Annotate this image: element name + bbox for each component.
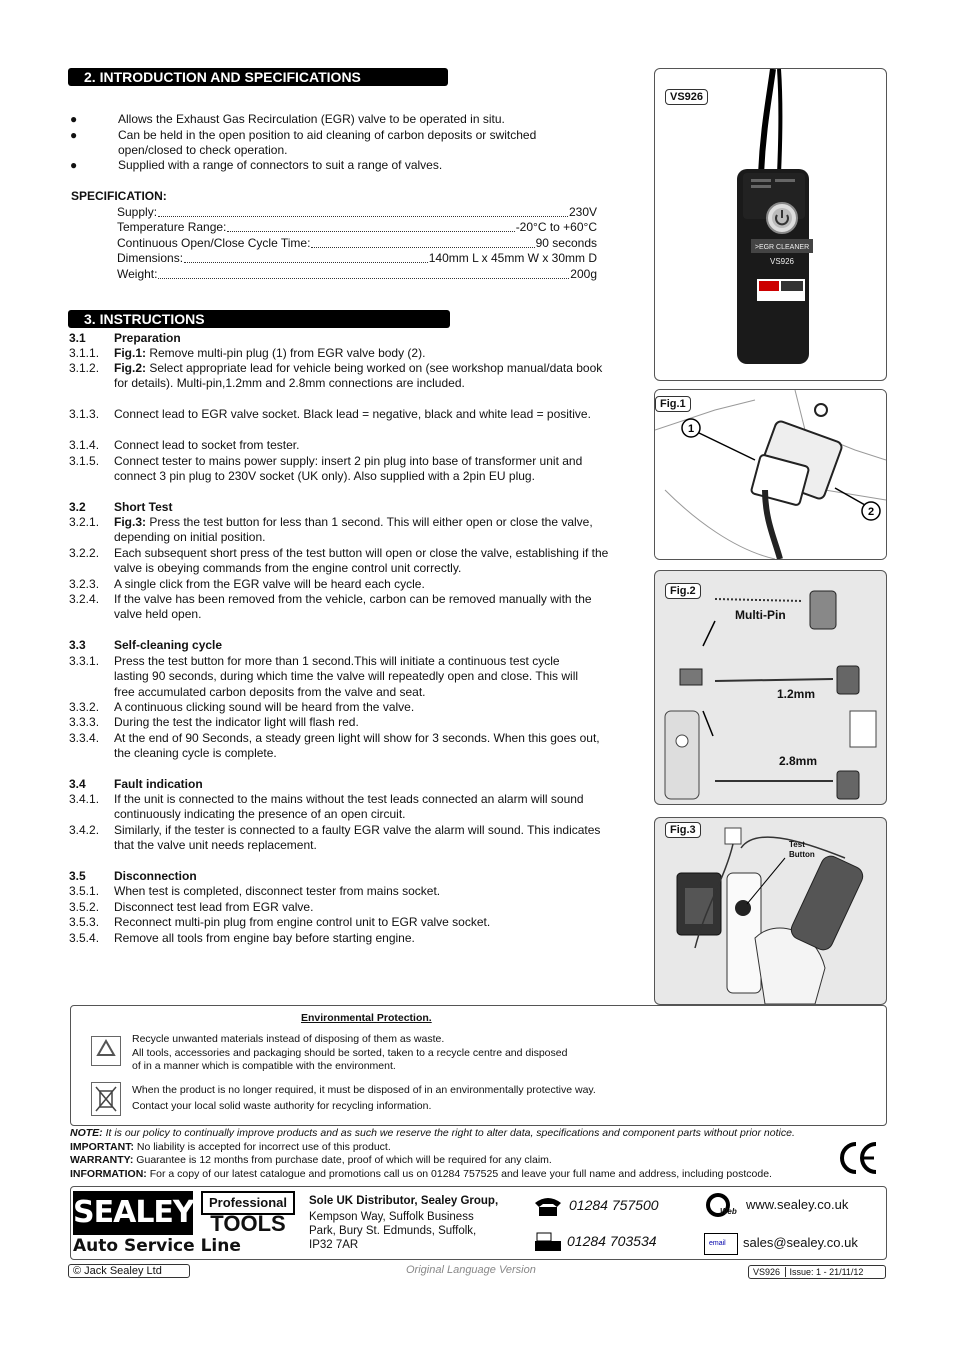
figure-reference: Fig.3: — [114, 515, 146, 529]
step-number: 3.2.2. — [69, 546, 100, 560]
step-number: 3.5.4. — [69, 931, 100, 945]
logo-auto-service-line: Auto Service Line — [73, 1236, 241, 1256]
label-2-8mm: 2.8mm — [779, 754, 818, 768]
step-number: 3.4.2. — [69, 823, 100, 837]
spec-row — [117, 220, 597, 235]
spec-row — [117, 236, 597, 251]
language-version: Original Language Version — [406, 1264, 536, 1276]
bullet-dot-icon: ● — [70, 128, 78, 142]
spec-value: 140mm L x 45mm W x 30mm D — [428, 251, 597, 265]
figure-3 — [654, 817, 887, 1005]
step-content: Press the test button for less than 1 second. This will either open or close the valve, depending on initial position. — [114, 515, 593, 545]
egr-valve-illustration — [655, 390, 886, 559]
spec-leader-dots — [184, 262, 428, 263]
spec-value: 230V — [568, 205, 597, 219]
step-number: 3.4 — [69, 777, 86, 791]
spec-leader-dots — [158, 216, 568, 217]
note-line: NOTE: It is our policy to continually improve products and as such we reserve the right to alter data, specifications and component parts without prior notice. — [70, 1127, 795, 1139]
step-text — [114, 700, 614, 715]
spec-leader-dots — [158, 278, 569, 279]
label-multipin: Multi-Pin — [735, 608, 786, 622]
spec-label: Continuous Open/Close Cycle Time: — [117, 236, 311, 250]
step-number: 3.3.3. — [69, 715, 100, 729]
web-globe-icon — [704, 1191, 740, 1221]
step-text — [114, 900, 614, 915]
spec-label: Weight: — [117, 267, 158, 281]
spec-value: 90 seconds — [535, 236, 597, 250]
step-content: At the end of 90 Seconds, a steady green light will show for 3 seconds. When this goes out, the cleaning cycle is complete. — [114, 731, 600, 761]
step-number: 3.2.4. — [69, 592, 100, 606]
step-number: 3.3.1. — [69, 654, 100, 668]
step-number: 3.2.1. — [69, 515, 100, 529]
spec-row — [117, 267, 597, 282]
logo-tools: TOOLS — [210, 1211, 286, 1236]
step-content: Disconnection — [114, 869, 197, 883]
step-content: Connect lead to EGR valve socket. Black lead = negative, black and white lead = positive. — [114, 407, 591, 421]
test-button-illustration — [655, 818, 886, 1004]
step-content: Remove multi-pin plug (1) from EGR valve body (2). — [146, 346, 426, 360]
env-weee-text: When the product is no longer required, it must be disposed of in an environmentally protective way. Contact your local solid waste authority for recycling information. — [132, 1084, 596, 1112]
fig1-tag: Fig.1 — [655, 396, 691, 412]
spec-label: Dimensions: — [117, 251, 184, 265]
step-number: 3.1.2. — [69, 361, 100, 375]
step-text — [114, 407, 592, 422]
spec-leader-dots — [311, 247, 534, 248]
step-content: Reconnect multi-pin plug from engine control unit to EGR valve socket. — [114, 915, 491, 929]
step-text — [114, 500, 614, 515]
callout-2: 2 — [867, 506, 875, 518]
fax-number[interactable]: 01284 703534 — [567, 1233, 657, 1249]
email-envelope-icon — [704, 1233, 738, 1255]
product-figure — [654, 68, 887, 381]
step-text — [114, 438, 614, 453]
step-content: Short Test — [114, 500, 173, 514]
step-text — [114, 915, 614, 930]
step-text — [114, 884, 614, 899]
step-number: 3.1.4. — [69, 438, 100, 452]
step-text — [114, 638, 614, 653]
copyright: © Jack Sealey Ltd — [68, 1264, 190, 1278]
phone-number[interactable]: 01284 757500 — [569, 1197, 659, 1213]
step-content: Press the test button for more than 1 second.This will initiate a continuous test cycle lasting 90 seconds, during which time the valve will repeatedly open and close. This will free accumulated carbon deposits from the valve and seat. — [114, 654, 579, 699]
step-content: A single click from the EGR valve will be heard each cycle. — [114, 577, 425, 591]
step-text — [114, 515, 614, 546]
callout-1: 1 — [687, 423, 695, 435]
fig2-tag: Fig.2 — [665, 583, 701, 599]
step-text — [114, 731, 614, 762]
step-content: If the valve has been removed from the vehicle, carbon can be removed manually with the valve held open. — [114, 592, 592, 622]
step-number: 3.2.3. — [69, 577, 100, 591]
step-text — [114, 331, 614, 346]
step-content: Connect lead to socket from tester. — [114, 438, 300, 452]
step-text — [114, 792, 614, 823]
web-icon-label: Web — [720, 1207, 737, 1216]
step-number: 3.1.3. — [69, 407, 100, 421]
spec-row — [117, 251, 597, 266]
phone-icon — [533, 1195, 563, 1220]
step-number: 3.2 — [69, 500, 86, 514]
step-text — [114, 346, 614, 361]
step-content: A continuous clicking sound will be heard from the valve. — [114, 700, 415, 714]
env-recycle-text: Recycle unwanted materials instead of disposing of them as waste. All tools, accessories and packaging should be sorted, taken to a recycle centre and disposed of in a manner which is compatible with the environment. — [132, 1033, 568, 1072]
step-content: Remove all tools from engine bay before starting engine. — [114, 931, 415, 945]
step-content: Preparation — [114, 331, 181, 345]
step-text — [114, 715, 614, 730]
step-text — [114, 361, 614, 392]
step-content: Self-cleaning cycle — [114, 638, 223, 652]
bullet-dot-icon: ● — [70, 158, 78, 172]
environmental-protection-box — [70, 1005, 887, 1126]
spec-label: Supply: — [117, 205, 158, 219]
spec-leader-dots — [227, 231, 514, 232]
step-text — [114, 654, 592, 700]
label-1-2mm: 1.2mm — [777, 687, 816, 701]
spec-value: 200g — [570, 267, 597, 281]
step-text — [114, 777, 614, 792]
step-number: 3.5.1. — [69, 884, 100, 898]
warranty-line: WARRANTY: Guarantee is 12 months from purchase date, proof of which will be required for any claim. — [70, 1154, 552, 1166]
step-content: Disconnect test lead from EGR valve. — [114, 900, 314, 914]
step-number: 3.5 — [69, 869, 86, 883]
step-text — [114, 592, 614, 623]
step-text — [114, 823, 614, 854]
egr-tester-illustration — [655, 69, 886, 380]
env-title: Environmental Protection. — [301, 1012, 432, 1024]
step-text — [114, 546, 614, 577]
figure-reference: Fig.2: — [114, 361, 146, 375]
figure-1 — [654, 389, 887, 560]
step-number: 3.3.2. — [69, 700, 100, 714]
distributor-title: Sole UK Distributor, Sealey Group, — [309, 1195, 499, 1207]
spec-label: Temperature Range: — [117, 220, 227, 234]
step-text — [114, 577, 614, 592]
important-line: IMPORTANT: No liability is accepted for incorrect use of this product. — [70, 1141, 391, 1153]
step-number: 3.3 — [69, 638, 86, 652]
step-number: 3.1.5. — [69, 454, 100, 468]
model-issue — [748, 1265, 886, 1279]
step-text — [114, 931, 614, 946]
spec-heading: SPECIFICATION: — [71, 189, 167, 203]
fig3-tag: Fig.3 — [665, 822, 701, 838]
email-link[interactable]: sales@sealey.co.uk — [743, 1235, 858, 1250]
footer-box — [70, 1186, 887, 1260]
step-number: 3.3.4. — [69, 731, 100, 745]
step-content: Similarly, if the tester is connected to a faulty EGR valve the alarm will sound. This indicates that the valve unit needs replacement. — [114, 823, 601, 853]
section-title-instructions: 3. INSTRUCTIONS — [68, 310, 450, 328]
model-ref: VS926 — [753, 1267, 781, 1277]
fax-icon — [533, 1231, 563, 1256]
step-content: If the unit is connected to the mains without the test leads connected an alarm will sound continuously indicating the presence of an open circuit. — [114, 792, 584, 822]
sealey-logo: SEALEY — [73, 1191, 193, 1235]
label-test-button: Test Button — [789, 840, 815, 859]
step-content: When test is completed, disconnect tester from mains socket. — [114, 884, 441, 898]
weee-bin-icon — [91, 1082, 121, 1116]
step-text — [114, 454, 604, 485]
step-number: 3.5.2. — [69, 900, 100, 914]
product-label: VS926 — [769, 257, 795, 266]
figure-reference: Fig.1: — [114, 346, 146, 360]
spec-row — [117, 205, 597, 220]
step-content: Connect tester to mains power supply: insert 2 pin plug into base of transformer unit and connect 3 pin plug to 230V socket (UK only). Also supplied with a 2pin EU plug. — [114, 454, 583, 484]
connector-leads-illustration — [655, 571, 886, 804]
email-icon-label: email — [709, 1240, 726, 1247]
issue-date: Issue: 1 - 21/11/12 — [785, 1267, 864, 1277]
step-number: 3.1.1. — [69, 346, 100, 360]
step-number: 3.4.1. — [69, 792, 100, 806]
information-line: INFORMATION: For a copy of our latest catalogue and promotions call us on 01284 757525 and leave your full name and address, including postcode. — [70, 1168, 772, 1180]
step-content: Fault indication — [114, 777, 203, 791]
step-number: 3.1 — [69, 331, 86, 345]
product-tag: VS926 — [665, 89, 708, 105]
website-link[interactable]: www.sealey.co.uk — [746, 1197, 849, 1212]
section-title-intro: 2. INTRODUCTION AND SPECIFICATIONS — [68, 68, 448, 86]
step-content: Each subsequent short press of the test button will open or close the valve, establishing if the valve is obeying commands from the engine control unit correctly. — [114, 546, 609, 576]
step-number: 3.5.3. — [69, 915, 100, 929]
step-content: During the test the indicator light will flash red. — [114, 715, 359, 729]
spec-value: -20°C to +60°C — [515, 220, 597, 234]
step-content: Select appropriate lead for vehicle being worked on (see workshop manual/data book for details). Multi-pin,1.2mm and 2.8mm connections are included. — [114, 361, 603, 391]
ce-mark-icon — [836, 1140, 880, 1179]
logo-professional: Professional — [201, 1191, 295, 1215]
step-text — [114, 869, 614, 884]
figure-2 — [654, 570, 887, 805]
recycle-icon — [91, 1036, 121, 1066]
product-strip-label: >EGR CLEANER — [754, 244, 810, 251]
bullet-dot-icon: ● — [70, 112, 78, 126]
distributor-address: Kempson Way, Suffolk Business Park, Bury St. Edmunds, Suffolk, IP32 7AR — [309, 1211, 477, 1251]
